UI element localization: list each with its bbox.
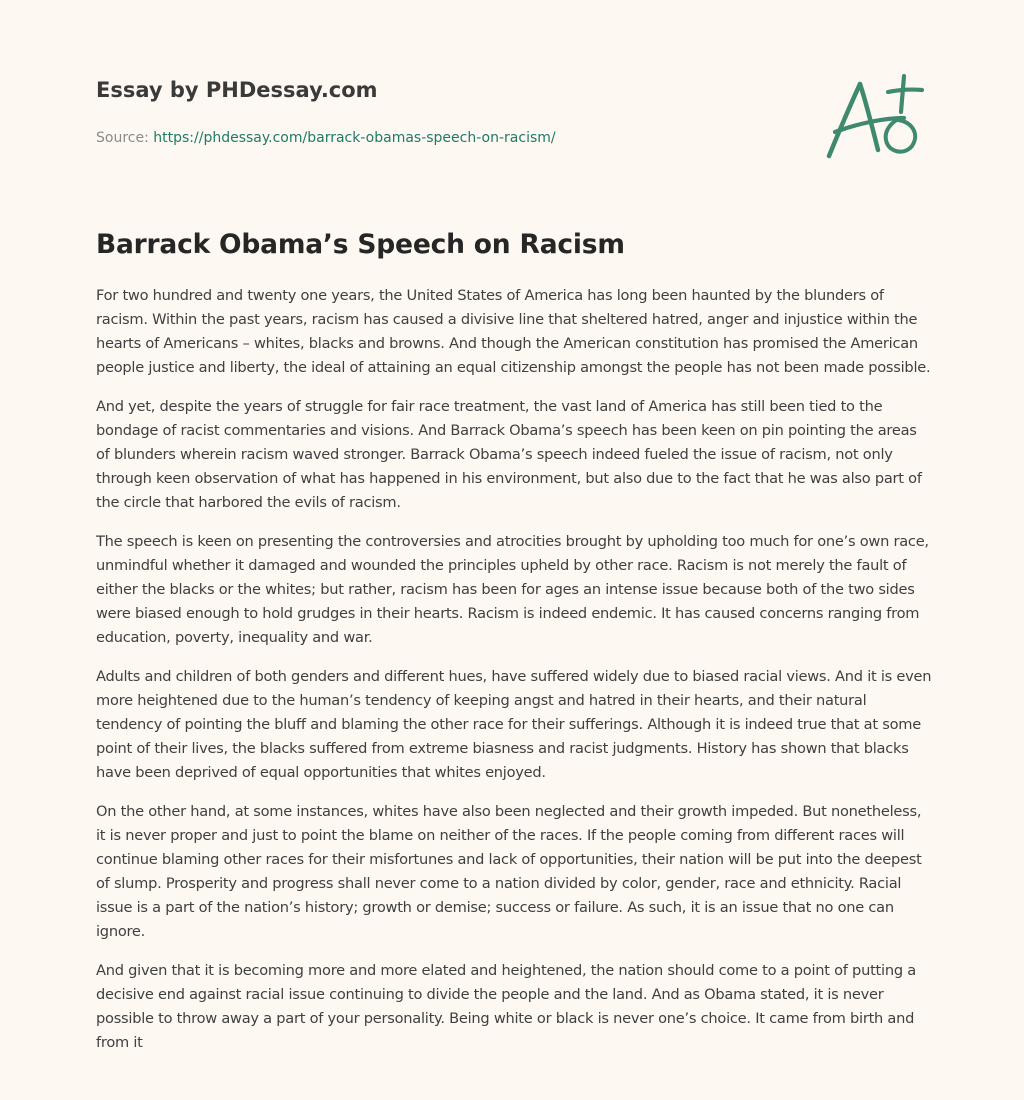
essay-paragraph: For two hundred and twenty one years, the United States of America has long been haunted by the blunders of racism. Within the past years, racism has caused a divisive line that sheltered hatred, anger and injustice within the hearts of Americans – whites, blacks and browns. And though the American constitution has promised the American people justice and liberty, the ideal of attaining an equal citizenship amongst the people has not been made possible. xyxy=(96,287,931,376)
essay-paragraph: On the other hand, at some instances, whites have also been neglected and their growth impeded. But nonetheless, it is never proper and just to point the blame on neither of the races. If the people coming from different races will continue blaming other races for their misfortunes and lack of opportunities, their nation will be put into the deepest of slump. Prosperity and progress shall never come to a nation divided by color, gender, race and ethnicity. Racial issue is a part of the nation’s history; growth or demise; success or failure. As such, it is an issue that no one can ignore. xyxy=(96,803,922,940)
essay-body xyxy=(96,284,934,1070)
essay-paragraph: The speech is keen on presenting the controversies and atrocities brought by upholding too much for one’s own race, unmindful whether it damaged and wounded the principles upheld by other race. Racism is not merely the fault of either the blacks or the whites; but rather, racism has been for ages an intense issue because both of the two sides were biased enough to hold grudges in their hearts. Racism is indeed endemic. It has caused concerns ranging from education, poverty, inequality and war. xyxy=(96,533,929,646)
source-link[interactable]: https://phdessay.com/barrack-obamas-speech-on-racism/ xyxy=(153,130,556,146)
essay-paragraph: And given that it is becoming more and more elated and heightened, the nation should come to a point of putting a decisive end against racial issue continuing to divide the people and the land. And as Obama stated, it is never possible to throw away a part of your personality. Being white or black is never one’s choice. It came from birth and from it xyxy=(96,962,916,1051)
source-label: Source: xyxy=(96,130,149,146)
essay-title: Barrack Obama’s Speech on Racism xyxy=(96,229,625,260)
page-header xyxy=(96,76,796,148)
essay-paragraph: Adults and children of both genders and different hues, have suffered widely due to biased racial views. And it is even more heightened due to the human’s tendency of keeping angst and hatred in their hearts, and their natural tendency of pointing the bluff and blaming the other race for their sufferings. Although it is indeed true that at some point of their lives, the blacks suffered from extreme biasness and racist judgments. History has shown that blacks have been deprived of equal opportunities that whites enjoyed. xyxy=(96,668,932,781)
a-plus-logo-icon xyxy=(822,68,926,164)
essay-paragraph: And yet, despite the years of struggle for fair race treatment, the vast land of America has still been tied to the bondage of racist commentaries and visions. And Barrack Obama’s speech has been keen on pin pointing the areas of blunders wherein racism waved stronger. Barrack Obama’s speech indeed fueled the issue of racism, not only through keen observation of what has happened in his environment, but also due to the fact that he was also part of the circle that harbored the evils of racism. xyxy=(96,398,922,511)
site-brand: Essay by PHDessay.com xyxy=(96,78,378,102)
source-line xyxy=(96,128,796,148)
